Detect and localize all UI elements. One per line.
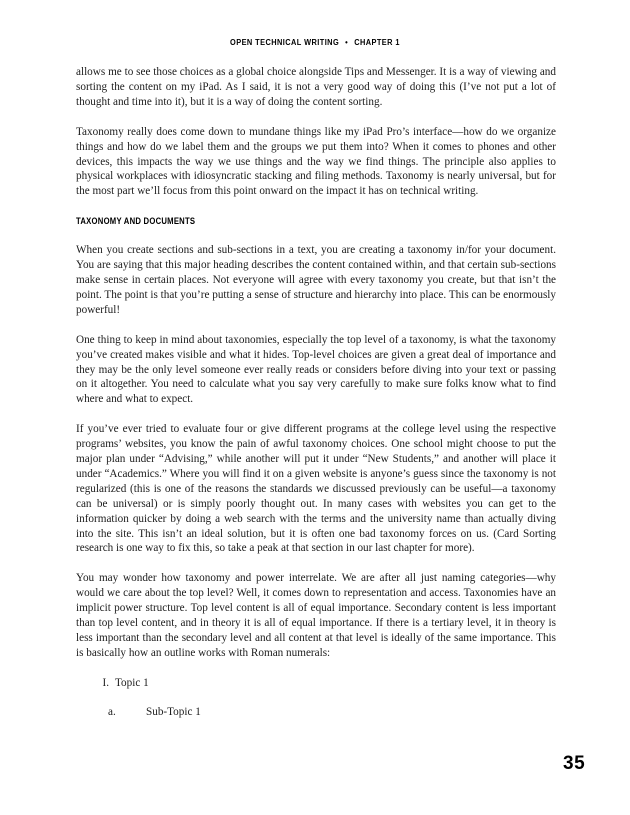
- running-head-separator: •: [345, 37, 349, 47]
- running-head-chapter: CHAPTER 1: [354, 37, 400, 47]
- outline-text: Sub-Topic 1: [146, 705, 201, 718]
- outline-text: Topic 1: [115, 676, 149, 689]
- paragraph-top-level: One thing to keep in mind about taxonomies, especially the top level of a taxonomy, is what the taxonomy you’ve created makes visible and what it hides. Top-level choices are given a great deal of importance and they may be the only level someone ever really reads or considers before diving into your text or passing on it altogether. You need to calculate what you say very carefully to make sure folks know what to find where and what to expect.: [76, 333, 556, 406]
- paragraph-taxonomy-mundane: Taxonomy really does come down to mundane things like my iPad Pro’s interface—how do we organize things and how do we label them and the groups we put them into? When it comes to phones and other devices, this impacts the way we use things and the way we find things. The principle also applies to physical workplaces with idiosyncratic stacking and filing methods. Taxonomy is nearly universal, but for the most part we’ll focus from this point onward on the impact it has on technical writing.: [76, 125, 556, 198]
- section-heading: TAXONOMY AND DOCUMENTS: [76, 215, 196, 227]
- outline-item-level-2: [106, 705, 556, 720]
- running-head: [44, 37, 586, 47]
- outline-marker-roman: I.: [102, 676, 109, 689]
- outline-marker-letter: a.: [108, 705, 116, 718]
- page-body: [76, 65, 556, 734]
- paragraph-college-websites: If you’ve ever tried to evaluate four or give different programs at the college level using the respective programs’ websites, you know the pain of awful taxonomy choices. One school might choose to put the major plan under “Advising,” while another will put it under “New Students,” and another will place it under “Academics.” Where you will find it on a given website is anyone’s guess since the taxonomy is not regularized (this is one of the reasons the standards we discussed previously can be useful—a taxonomy can be universal) or is simply poorly thought out. In many cases with websites you can get to the information quicker by doing a web search with the terms and the university name than actually diving into the site. This isn’t an ideal solution, but it is often one bad taxonomy forces on us. (Card Sorting research is one way to fix this, so take a peak at that section in our last chapter for more).: [76, 423, 556, 555]
- page-number: 35: [563, 753, 586, 774]
- outline-item-level-1: [92, 676, 556, 691]
- running-head-book-title: OPEN TECHNICAL WRITING: [230, 37, 340, 47]
- paragraph-continued: allows me to see those choices as a global choice alongside Tips and Messenger. It is a way of viewing and sorting the content on my iPad. As I said, it is not a very good way of doing this (I’ve not put a lot of thought and time into it), but it is a way of doing the content sorting.: [76, 66, 556, 108]
- paragraph-power: You may wonder how taxonomy and power interrelate. We are after all just naming categories—why would we care about the top level? Well, it comes down to representation and access. Taxonomies have an implicit power structure. Top level content is all of equal importance. Secondary content is less important than top level content, and in theory it is all of equal importance. If there is a tertiary level, it in theory is less important than the secondary level and all content at that level is ideally of the same importance. This is basically how an outline works with Roman numerals:: [76, 572, 556, 659]
- paragraph-sections: When you create sections and sub-sections in a text, you are creating a taxonomy in/for your document. You are saying that this major heading describes the content contained within, and that certain sub-sections make sense in certain places. Not everyone will agree with every taxonomy you create, but that isn’t the point. The point is that you’re putting a sense of structure and hierarchy into place. This can be enormously powerful!: [76, 244, 556, 316]
